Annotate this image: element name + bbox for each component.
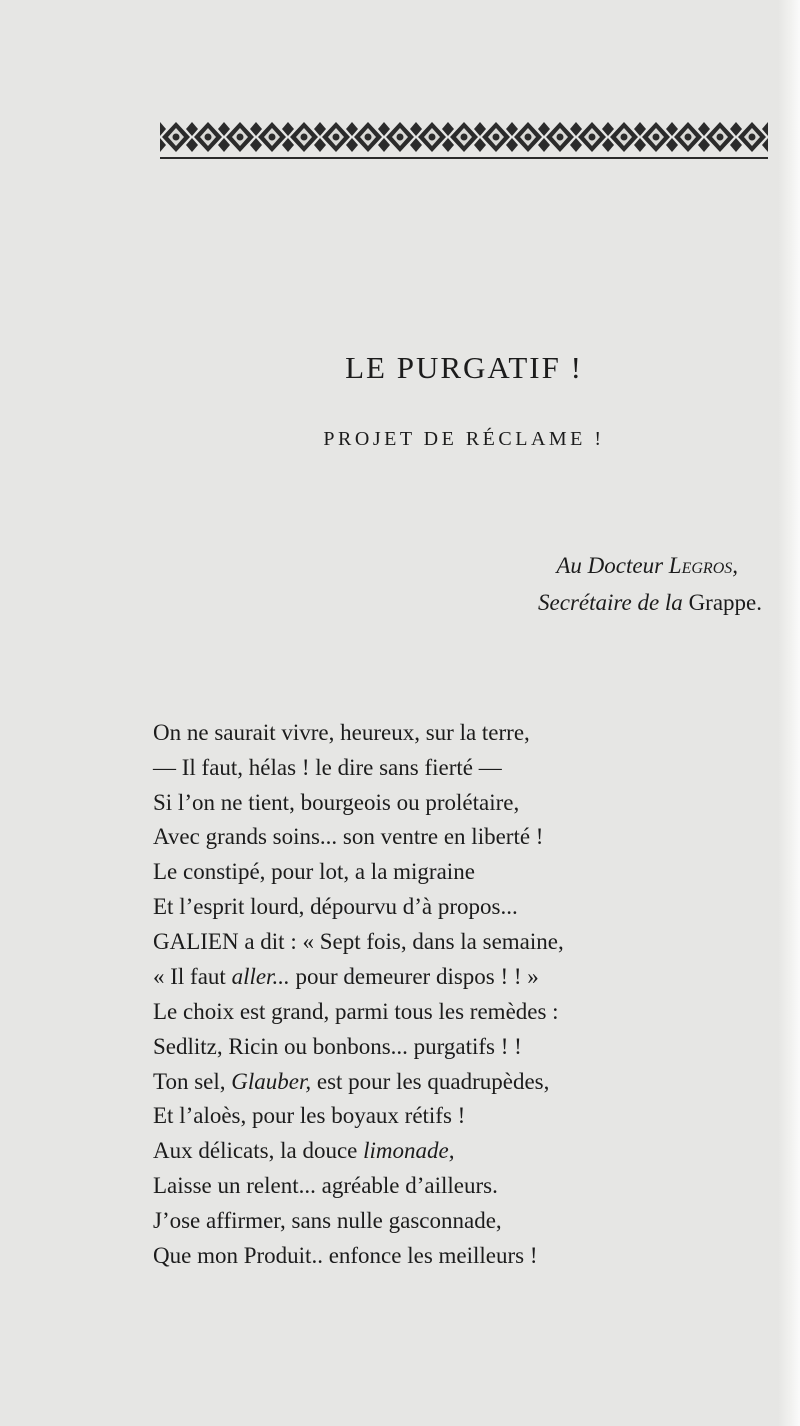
verse-line: GALIEN a dit : « Sept fois, dans la semaine, xyxy=(153,928,564,954)
verse-line: Le constipé, pour lot, a la migraine xyxy=(153,859,475,885)
verse-line xyxy=(153,1134,559,1169)
verse-text: est pour les quadrupèdes, xyxy=(311,1068,550,1094)
verse-line: Laisse un relent... agréable d’ailleurs. xyxy=(153,1172,498,1198)
verse-italic-text: limonade, xyxy=(363,1138,455,1164)
verse-line xyxy=(153,1065,559,1100)
verse-line: Avec grands soins... son ventre en liberté ! xyxy=(153,824,544,850)
verse-line xyxy=(153,960,564,995)
dedication-society: Grappe. xyxy=(688,590,762,615)
poem-title: LE PURGATIF ! xyxy=(345,350,583,385)
verse-line: On ne saurait vivre, heureux, sur la terre, xyxy=(153,720,530,745)
verse-line: Et l’esprit lourd, dépourvu d’à propos... xyxy=(153,893,518,919)
verse-italic-text: Glauber, xyxy=(231,1068,312,1094)
verse-line: Et l’aloès, pour les boyaux rétifs ! xyxy=(153,1103,466,1129)
verse-italic-text: aller... xyxy=(231,963,290,989)
stanza-1 xyxy=(153,716,564,994)
ornament-rule xyxy=(160,157,768,159)
verse-text: Aux délicats, la douce xyxy=(153,1138,364,1164)
poem-subtitle: PROJET DE RÉCLAME ! xyxy=(323,428,605,450)
stanza-2 xyxy=(153,995,559,1273)
verse-text: Ton sel, xyxy=(153,1068,232,1094)
dedication-line-1 xyxy=(556,553,738,579)
verse-line: Sedlitz, Ricin ou bonbons... purgatifs ! ! xyxy=(153,1033,522,1059)
dedication-line-2 xyxy=(538,590,762,616)
verse-line: Si l’on ne tient, bourgeois ou prolétaire, xyxy=(153,789,520,815)
verse-line: — Il faut, hélas ! le dire sans fierté — xyxy=(153,754,502,780)
dedication-name: Legros, xyxy=(668,553,738,578)
verse-line: Que mon Produit.. enfonce les meilleurs ! xyxy=(153,1242,538,1268)
decorative-border-ornament xyxy=(160,120,768,154)
verse-text: « Il faut xyxy=(153,963,232,989)
verse-line: J’ose affirmer, sans nulle gasconnade, xyxy=(153,1207,502,1233)
dedication-prefix: Au Docteur xyxy=(556,553,664,578)
dedication-role: Secrétaire de la xyxy=(538,590,683,615)
verse-text: pour demeurer dispos ! ! » xyxy=(289,963,539,989)
verse-line: Le choix est grand, parmi tous les remèdes : xyxy=(153,999,559,1024)
page-edge xyxy=(778,0,800,1426)
